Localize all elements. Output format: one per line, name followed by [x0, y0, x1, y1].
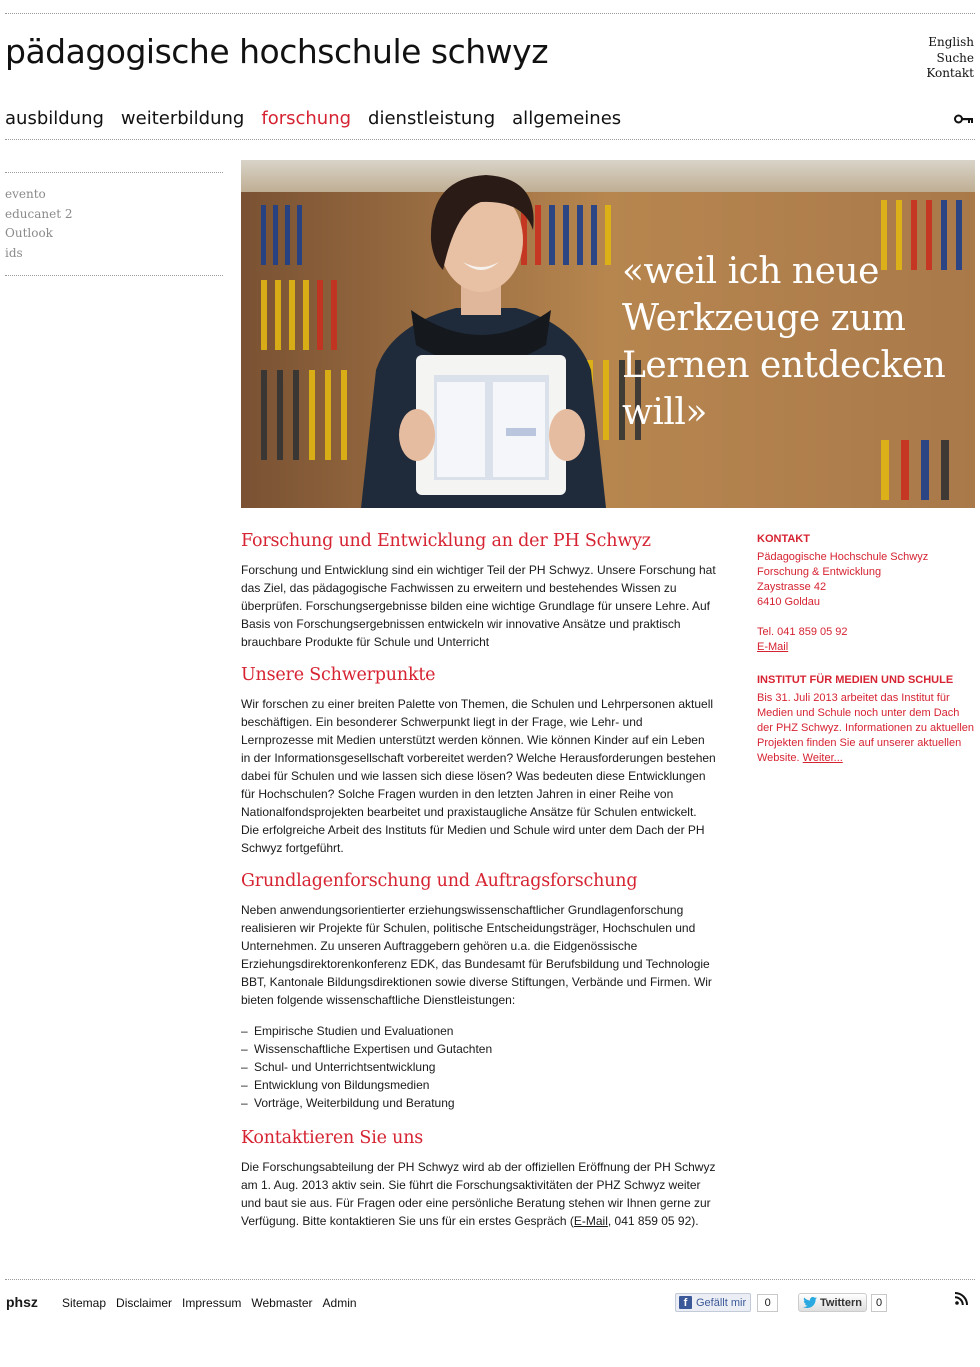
facebook-like-button[interactable]: [675, 1293, 751, 1312]
facebook-like-widget: [675, 1293, 778, 1312]
list-item: – Schul- und Unterrichtsentwicklung: [241, 1058, 716, 1076]
footer-link-impressum[interactable]: Impressum: [182, 1296, 242, 1310]
site-title[interactable]: pädagogische hochschule schwyz: [5, 32, 549, 71]
footer-link-sitemap[interactable]: Sitemap: [62, 1296, 107, 1310]
sidebar-item-educanet[interactable]: educanet 2: [5, 206, 73, 221]
list-item: – Vorträge, Weiterbildung und Beratung: [241, 1094, 716, 1112]
footer-brand[interactable]: phsz: [6, 1294, 38, 1310]
email-link[interactable]: E-Mail: [573, 1214, 608, 1228]
nav-divider: [5, 139, 975, 140]
sidebar: [5, 185, 73, 263]
facebook-like-label: Gefällt mir: [696, 1296, 747, 1309]
footer-link-webmaster[interactable]: Webmaster: [251, 1296, 313, 1310]
list-item: – Entwicklung von Bildungsmedien: [241, 1076, 716, 1094]
paragraph-text: , 041 859 05 92).: [607, 1214, 699, 1228]
contact-line: Forschung & Entwicklung: [757, 566, 882, 578]
sidebar-bottom-divider: [5, 275, 223, 276]
contact-email-link[interactable]: E-Mail: [757, 641, 789, 653]
list-item: – Wissenschaftliche Expertisen und Gutachten: [241, 1040, 716, 1058]
footer-divider: [5, 1279, 975, 1280]
link-kontakt[interactable]: Kontakt: [926, 66, 974, 80]
nav-item-ausbildung[interactable]: ausbildung: [5, 108, 104, 129]
paragraph-schwerpunkte: Wir forschen zu einer breiten Palette von Themen, die Schulen und Lehrpersonen aktuell beschäftigen. Ein besonderer Schwerpunkt liegt in der Frage, wie Lehr- und Lernprozesse mit Medien unterstützt werden können. Wie können Kinder auf ein Leben in der Informationsgesellschaft vorbereitet werden? Welche Herausforderungen bestehen dabei für Schulen und wie lassen sich diese lösen? Was bedeuten diese Entwicklungen für Hochschulen? Solche Fragen wurden in den letzten Jahren in einer Reihe von Nationalfondsprojekten bearbeitet und praxistaugliche Ansätze für Schulen entwickelt. Die erfolgreiche Arbeit des Instituts für Medien und Schule wird unter dem Dach der PH Schwyz fortgeführt.: [241, 697, 716, 855]
footer-link-admin[interactable]: Admin: [322, 1296, 357, 1310]
institute-text-body: Bis 31. Juli 2013 arbeitet das Institut für Medien und Schule noch unter dem Dach der PHZ Schwyz. Informationen zu aktuellen Projekten finden Sie auf unserer aktuellen Website.: [757, 692, 975, 764]
twitter-label: Twittern: [820, 1296, 862, 1309]
contact-line: Pädagogische Hochschule Schwyz: [757, 551, 929, 563]
footer-nav: [62, 1296, 357, 1310]
twitter-bird-icon: [803, 1297, 817, 1308]
contact-line: 6410 Goldau: [757, 596, 820, 608]
institute-more-link[interactable]: Weiter...: [802, 752, 843, 764]
contact-line: Zaystrasse 42: [757, 581, 827, 593]
main-content: [241, 530, 716, 1243]
top-links: [926, 35, 974, 82]
services-list: [241, 1022, 716, 1112]
main-nav: [5, 108, 621, 129]
institute-heading: INSTITUT FÜR MEDIEN UND SCHULE: [757, 674, 954, 686]
sidebar-top-divider: [5, 172, 223, 173]
paragraph-text: Die Forschungsabteilung der PH Schwyz wird ab der offiziellen Eröffnung der PH Schwyz am 1. Aug. 2013 aktiv sein. Sie führt die Forschungsaktivitäten der PHZ Schwyz weiter und baut sie aus. Für Fragen oder eine persönliche Beratung stehen wir Ihnen gerne zur Verfügung. Bitte kontaktieren Sie uns für ein erstes Gespräch (: [241, 1160, 716, 1228]
nav-item-weiterbildung[interactable]: weiterbildung: [120, 108, 245, 129]
top-divider: [5, 13, 975, 14]
right-column: [757, 532, 975, 766]
hero-banner: [241, 160, 975, 508]
facebook-like-count: 0: [757, 1294, 778, 1312]
nav-item-allgemeines[interactable]: allgemeines: [512, 108, 622, 129]
key-icon[interactable]: [954, 112, 974, 126]
heading-grundlagenforschung: Grundlagenforschung und Auftragsforschung: [241, 871, 638, 891]
twitter-button[interactable]: [798, 1293, 867, 1312]
paragraph-intro: Forschung und Entwicklung sind ein wichtiger Teil der PH Schwyz. Unsere Forschung hat das Ziel, das pädagogische Fachwissen zu erweitern und bestehendes Wissen zu überprüfen. Forschungsergebnisse bilden eine wichtige Grundlage für unsere Lehre. Auf Basis von Forschungsergebnissen entwickeln wir innovative Ansätze und praktisch brauchbare Produkte für Schule und Unterricht: [241, 563, 716, 649]
sidebar-item-evento[interactable]: evento: [5, 187, 46, 201]
hero-quote: «weil ich neue Werkzeuge zum Lernen entdecken will»: [622, 251, 946, 433]
sidebar-item-outlook[interactable]: Outlook: [5, 226, 53, 240]
footer-link-disclaimer[interactable]: Disclaimer: [116, 1296, 173, 1310]
facebook-icon: f: [679, 1296, 692, 1309]
contact-phone: Tel. 041 859 05 92: [757, 626, 848, 638]
heading-schwerpunkte: Unsere Schwerpunkte: [241, 665, 436, 685]
link-suche[interactable]: Suche: [936, 50, 974, 65]
nav-item-forschung[interactable]: forschung: [261, 108, 352, 129]
list-item: – Empirische Studien und Evaluationen: [241, 1022, 716, 1040]
twitter-widget: [798, 1293, 887, 1312]
paragraph-grundlagenforschung: Neben anwendungsorientierter erziehungswissenschaftlicher Grundlagenforschung realisieren wir Projekte für Schulen, politische Entscheidungsträger, Hochschulen und Unternehmen. Zu unseren Auftraggebern gehören u.a. die Eidgenössische Erziehungsdirektorenkonferenz EDK, das Bundesamt für Berufsbildung und Technologie BBT, Kantonale Bildungsdirektionen sowie diverse Stiftungen, Verbände und Firmen. Wir bieten folgende wissenschaftliche Dienstleistungen:: [241, 903, 712, 1007]
link-english[interactable]: English: [928, 35, 974, 49]
contact-heading: KONTAKT: [757, 533, 810, 545]
sidebar-item-ids[interactable]: ids: [5, 245, 23, 260]
twitter-count: 0: [871, 1294, 887, 1312]
heading-forschung: Forschung und Entwicklung an der PH Schwyz: [241, 531, 651, 551]
nav-item-dienstleistung[interactable]: dienstleistung: [368, 108, 496, 129]
paragraph-kontaktieren: [241, 1158, 716, 1230]
rss-icon[interactable]: [955, 1292, 968, 1305]
heading-kontaktieren: Kontaktieren Sie uns: [241, 1128, 424, 1148]
institute-text: [757, 691, 975, 766]
